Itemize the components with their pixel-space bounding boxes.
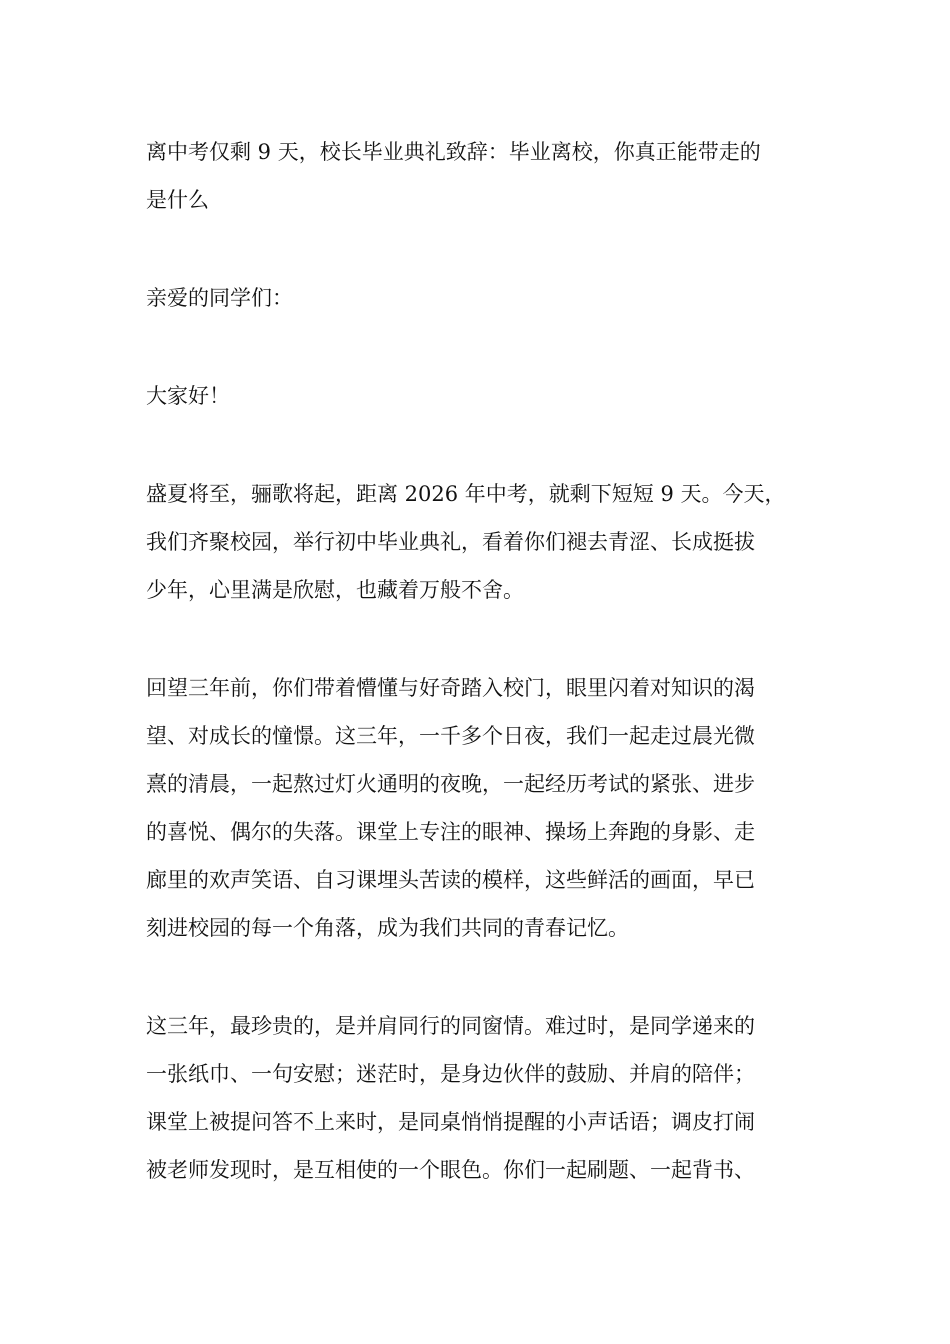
- paragraph-line: 望、对成长的憧憬。这三年，一千多个日夜，我们一起走过晨光微: [146, 724, 755, 748]
- paragraph-line: 廊里的欢声笑语、自习课埋头苦读的模样，这些鲜活的画面，早已: [146, 868, 755, 892]
- paragraph-line: 少年，心里满是欣慰，也藏着万般不舍。: [146, 578, 524, 602]
- paragraph-line: 熹的清晨，一起熬过灯火通明的夜晚，一起经历考试的紧张、进步: [146, 772, 755, 796]
- title-line: 是什么: [146, 188, 209, 212]
- paragraph-line: 这三年，最珍贵的，是并肩同行的同窗情。难过时，是同学递来的: [146, 1014, 755, 1038]
- document-body: [146, 128, 811, 1194]
- paragraph-3: [146, 1002, 811, 1194]
- paragraph-line: 刻进校园的每一个角落，成为我们共同的青春记忆。: [146, 916, 629, 940]
- title-line: 离中考仅剩 9 天，校长毕业典礼致辞：毕业离校，你真正能带走的: [146, 140, 761, 164]
- paragraph-line: 课堂上被提问答不上来时，是同桌悄悄提醒的小声话语；调皮打闹: [146, 1110, 755, 1134]
- salutation: [146, 274, 811, 322]
- paragraph-line: 盛夏将至，骊歌将起，距离 2026 年中考，就剩下短短 9 天。今天，: [146, 482, 786, 506]
- paragraph-2: [146, 664, 811, 952]
- paragraph-line: 一张纸巾、一句安慰；迷茫时，是身边伙伴的鼓励、并肩的陪伴；: [146, 1062, 755, 1086]
- paragraph-line: 回望三年前，你们带着懵懂与好奇踏入校门，眼里闪着对知识的渴: [146, 676, 755, 700]
- document-title: [146, 128, 811, 224]
- greeting: [146, 372, 811, 420]
- greeting-line: 大家好！: [146, 384, 230, 408]
- paragraph-line: 我们齐聚校园，举行初中毕业典礼，看着你们褪去青涩、长成挺拔: [146, 530, 755, 554]
- paragraph-line: 的喜悦、偶尔的失落。课堂上专注的眼神、操场上奔跑的身影、走: [146, 820, 755, 844]
- paragraph-line: 被老师发现时，是互相使的一个眼色。你们一起刷题、一起背书、: [146, 1158, 755, 1182]
- salutation-line: 亲爱的同学们：: [146, 286, 293, 310]
- paragraph-1: [146, 470, 811, 614]
